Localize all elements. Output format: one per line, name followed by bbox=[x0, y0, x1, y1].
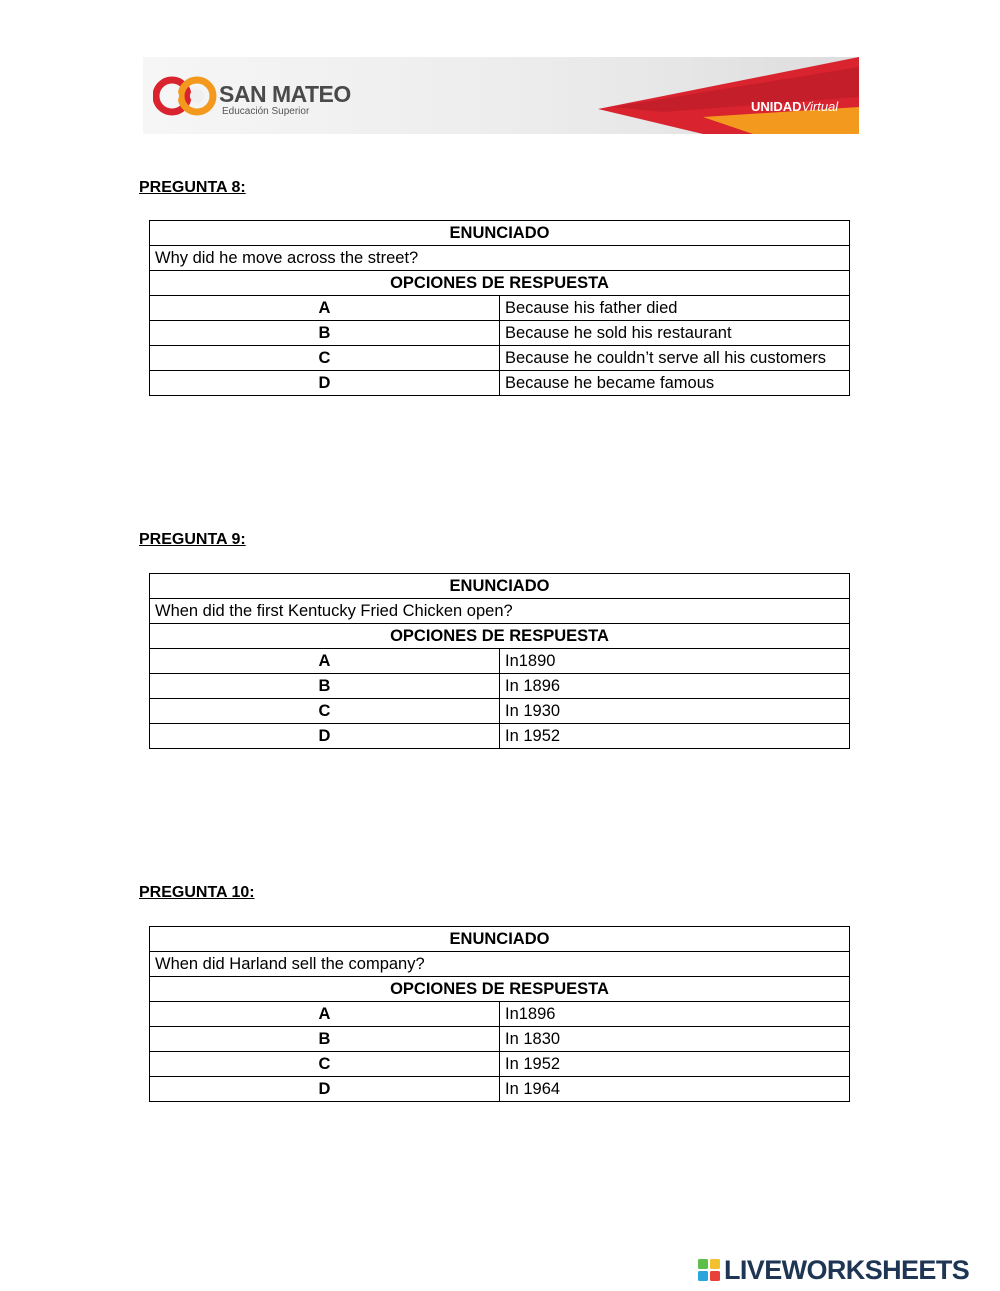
option-letter: B bbox=[150, 321, 500, 346]
unidad-virtual-label bbox=[751, 99, 838, 114]
option-text: Because he sold his restaurant bbox=[500, 321, 850, 346]
option-letter: A bbox=[150, 649, 500, 674]
option-text: In1890 bbox=[500, 649, 850, 674]
option-text: Because he became famous bbox=[500, 371, 850, 396]
options-header: OPCIONES DE RESPUESTA bbox=[150, 624, 850, 649]
option-row[interactable] bbox=[150, 346, 850, 371]
unidad-bold-text: UNIDAD bbox=[751, 99, 802, 114]
liveworksheets-grid-icon bbox=[698, 1259, 720, 1281]
option-letter: A bbox=[150, 1002, 500, 1027]
option-text: In 1896 bbox=[500, 674, 850, 699]
liveworksheets-wordmark: LIVEWORKSHEETS bbox=[724, 1255, 970, 1285]
option-letter: C bbox=[150, 699, 500, 724]
header-banner bbox=[143, 57, 859, 134]
option-letter: B bbox=[150, 674, 500, 699]
question-text: When did the first Kentucky Fried Chicken open? bbox=[150, 599, 850, 624]
option-text: Because his father died bbox=[500, 296, 850, 321]
option-row[interactable] bbox=[150, 296, 850, 321]
option-row[interactable] bbox=[150, 321, 850, 346]
option-letter: B bbox=[150, 1027, 500, 1052]
question-table bbox=[149, 573, 850, 749]
option-text: In 1830 bbox=[500, 1027, 850, 1052]
option-row[interactable] bbox=[150, 371, 850, 396]
san-mateo-logo-icon bbox=[153, 71, 217, 121]
option-letter: C bbox=[150, 346, 500, 371]
question-table bbox=[149, 926, 850, 1102]
option-row[interactable] bbox=[150, 1027, 850, 1052]
option-letter: D bbox=[150, 371, 500, 396]
option-text: Because he couldn’t serve all his customers bbox=[500, 346, 850, 371]
option-text: In 1952 bbox=[500, 724, 850, 749]
option-row[interactable] bbox=[150, 699, 850, 724]
brand-title: SAN MATEO bbox=[219, 81, 351, 107]
question-table bbox=[149, 220, 850, 396]
options-header: OPCIONES DE RESPUESTA bbox=[150, 977, 850, 1002]
enunciado-header: ENUNCIADO bbox=[150, 927, 850, 952]
option-row[interactable] bbox=[150, 674, 850, 699]
question-label: PREGUNTA 10: bbox=[139, 884, 255, 901]
unidad-italic-text: Virtual bbox=[801, 99, 839, 114]
option-text: In1896 bbox=[500, 1002, 850, 1027]
option-row[interactable] bbox=[150, 649, 850, 674]
option-text: In 1964 bbox=[500, 1077, 850, 1102]
option-row[interactable] bbox=[150, 1002, 850, 1027]
question-label: PREGUNTA 8: bbox=[139, 179, 246, 196]
option-letter: D bbox=[150, 1077, 500, 1102]
option-row[interactable] bbox=[150, 1077, 850, 1102]
option-row[interactable] bbox=[150, 724, 850, 749]
option-letter: D bbox=[150, 724, 500, 749]
option-letter: C bbox=[150, 1052, 500, 1077]
enunciado-header: ENUNCIADO bbox=[150, 574, 850, 599]
question-label: PREGUNTA 9: bbox=[139, 531, 246, 548]
option-letter: A bbox=[150, 296, 500, 321]
option-text: In 1930 bbox=[500, 699, 850, 724]
enunciado-header: ENUNCIADO bbox=[150, 221, 850, 246]
brand-subtitle: Educación Superior bbox=[222, 106, 310, 117]
option-text: In 1952 bbox=[500, 1052, 850, 1077]
question-text: Why did he move across the street? bbox=[150, 246, 850, 271]
question-text: When did Harland sell the company? bbox=[150, 952, 850, 977]
options-header: OPCIONES DE RESPUESTA bbox=[150, 271, 850, 296]
option-row[interactable] bbox=[150, 1052, 850, 1077]
